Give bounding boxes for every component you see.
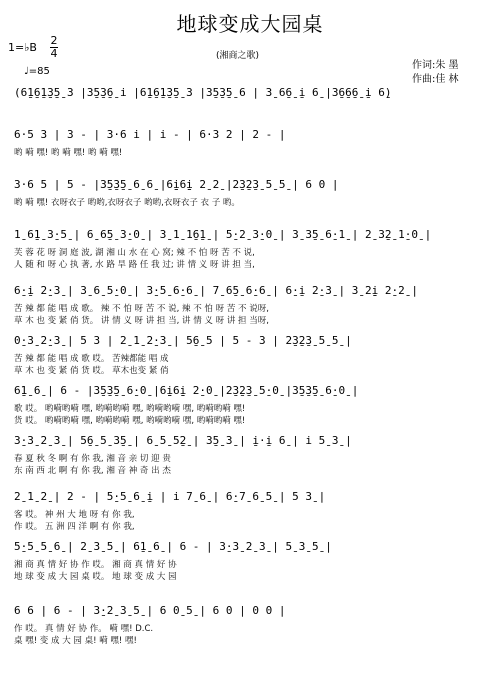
- key-prefix: 1=: [8, 41, 25, 54]
- meter-denominator: 4: [50, 47, 58, 60]
- notation-line: (6̱1̱6̱1̱3̱5̱ 3 |3̱5̱3̱6̱ i |6̱1̱6̱1̱3̱5̱ 3 |3̱5̱3̱5̱ 6 | 3̱ 6̱6̱ i̱ 6̱ |3̱6̱6̱6̱ i̱ 6̱): [14, 86, 392, 99]
- notation-line: 6̱·i̱ 2̱·3̱ | 3̱ 6̱ 5̱·0̱ | 3̱·5̱ 6̱·6̱ | 7̱ 6̱5̱ 6̱·6̱ | 6̱·i̱ 2̱·3̱ | 3̱ 2̱i̱ 2̱·2̱ |: [14, 284, 418, 297]
- time-signature: [50, 36, 58, 59]
- lyric-line: 人 随 和 呀 心 执 著, 水 路 旱 路 任 我 过; 讲 情 义 呀 讲 担 当,: [14, 260, 255, 270]
- lyric-line: 草 木 也 变 紧 俏 货。 讲 情 义 呀 讲 担 当, 讲 情 义 呀 讲 担 当呀,: [14, 316, 269, 326]
- key-note: B: [29, 41, 37, 54]
- composer-credit: 作曲:佳 林: [412, 74, 459, 85]
- notation-line: 6·5 3 | 3 - | 3·6 i | i - | 6·3 2 | 2 - |: [14, 128, 286, 141]
- lyric-line: 草 木 也 变 紧 俏 货 哎。 草木也变 紧 俏: [14, 366, 169, 376]
- lyric-line: 作 哎。 五 洲 四 洋 啊 有 你 我,: [14, 522, 135, 532]
- meter-numerator: 2: [50, 34, 58, 47]
- lyricist-credit: 作词:朱 墨: [412, 60, 459, 71]
- lyric-line: 客 哎。 神 州 大 地 呀 有 你 我,: [14, 510, 135, 520]
- tempo-marking: ♩=85: [24, 66, 50, 77]
- lyric-line: 货 哎。 哟嗬哟嗬 嘿, 哟嗬哟嗬 嘿, 哟嗬哟嗬 嘿, 哟嗬哟嗬 嘿!: [14, 416, 246, 426]
- lyric-line: 芙 蓉 花 呀 洞 庭 波, 湖 湘 山 水 在 心 窝; 辣 不 怕 呀 苦 不 说,: [14, 248, 255, 258]
- notation-line: 3·6 5 | 5 - |3̱5̱3̱5̱ 6̱ 6̱ |6̱i̱6̱i̱ 2̱ 2̱ |2̱3̱2̱3̱ 5̱ 5̱ | 6 0 |: [14, 178, 339, 191]
- lyric-line: 湘 商 真 情 好 协 作 哎。 湘 商 真 情 好 协: [14, 560, 177, 570]
- lyric-line: 哟 嗬 嘿! 衣呀衣子 哟哟,衣呀衣子 哟哟,衣呀衣子 衣 子 哟。: [14, 198, 240, 208]
- key-signature: [8, 42, 37, 54]
- notation-line: 1̱ 6̱1̱ 3̱·5̱ | 6̱ 6̱5̱ 3̱·0̱ | 3̱ 1̱ 1̱6̱1̱ | 5̱·2̱ 3̱·0̱ | 3̱ 3̱5̱ 6̱·1̱ | 2̱ 3̱2̱ 1̱·0̱ |: [14, 228, 432, 241]
- lyric-line: 作 哎。 真 情 好 协 作。 嗬 嘿! D.C.: [14, 624, 154, 634]
- lyric-line: 东 南 西 北 啊 有 你 我, 湘 音 神 奇 出 杰: [14, 466, 171, 476]
- notation-line: 6̱1̱ 6̱ | 6 - |3̱5̱3̱5̱ 6̱·0̱ |6̱i̱6̱i̱ 2̱·0̱ |2̱3̱2̱3̱ 5̱·0̱ |3̱5̱3̱5̱ 6̱·0̱ |: [14, 384, 359, 397]
- notation-line: 2̱ 1̱ 2̱ | 2 - | 5̱·5̱ 6̱ i̱ | i 7̱ 6̱ | 6̱·7̱ 6̱ 5̱ | 5 3̱ |: [14, 490, 326, 503]
- notation-line: 3̱·3̱ 2̱ 3̱ | 5̱6̱ 5̱ 3̱5̱ | 6̱ 5̱ 5̱2̱ | 3̱5̱ 3̱ | i̱·i̱ 6̱ | i 5̱ 3̱ |: [14, 434, 352, 447]
- notation-line: 5̱·5̱ 5̱ 6̱ | 2̱ 3̱ 5̱ | 6̱1̱ 6̱ | 6 - | 3̱·3̱ 2̱ 3̱ | 5̱ 3̱ 5̱ |: [14, 540, 332, 553]
- song-title: 地球变成大园桌: [176, 12, 324, 36]
- lyric-line: 哟 嗬 嘿! 哟 嗬 嘿! 哟 嗬 嘿!: [14, 148, 123, 158]
- lyric-line: 春 夏 秋 冬 啊 有 你 我, 湘 音 亲 切 迎 贵: [14, 454, 171, 464]
- notation-line: 6 6 | 6 - | 3̱·2̱ 3̱ 5̱ | 6 0̱ 5̱ | 6 0 | 0 0 |: [14, 604, 286, 617]
- lyric-line: 苦 辣 都 能 唱 成 歌。 辣 不 怕 呀 苦 不 说, 辣 不 怕 呀 苦 不 说呀,: [14, 304, 269, 314]
- song-subtitle: (湘商之歌): [216, 51, 260, 61]
- notation-line: 0̱·3̱ 2̱·3̱ | 5 3 | 2̱ 1̱ 2̱·3̱ | 5̱6̱ 5 | 5 - 3 | 2̱3̱2̱3̱ 5̱ 5̱ |: [14, 334, 352, 347]
- lyric-line: 桌 嘿! 变 成 大 园 桌! 嗬 嘿! 嘿!: [14, 636, 137, 646]
- lyric-line: 地 球 变 成 大 园 桌 哎。 地 球 变 成 大 园: [14, 572, 177, 582]
- lyric-line: 歌 哎。 哟嗬哟嗬 嘿, 哟嗬哟嗬 嘿, 哟嗬哟嗬 嘿, 哟嗬哟嗬 嘿!: [14, 404, 246, 414]
- flat-symbol: ♭: [24, 41, 30, 54]
- lyric-line: 苦 辣 都 能 唱 成 歌 哎。 苦辣都能 唱 成: [14, 354, 169, 364]
